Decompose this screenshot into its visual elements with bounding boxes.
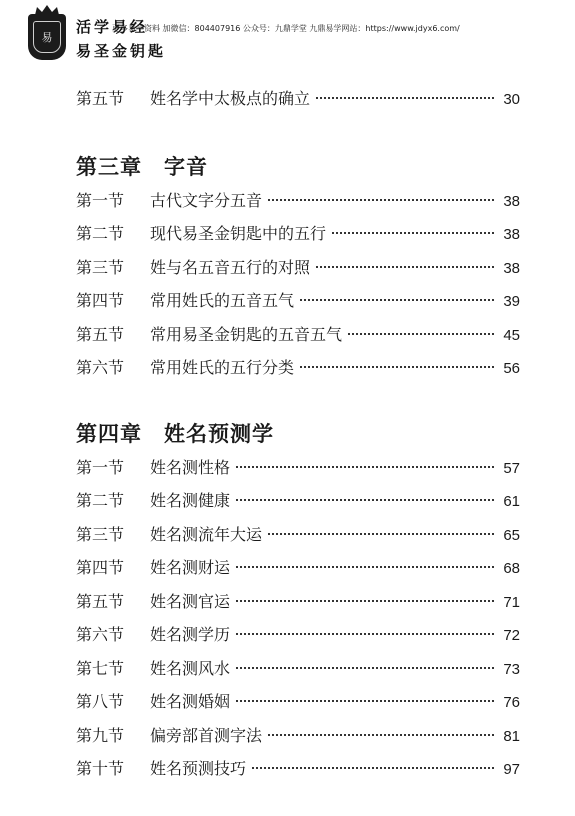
section-number: 第二节 xyxy=(76,491,125,510)
page-number: 76 xyxy=(503,694,520,711)
table-of-contents xyxy=(76,82,520,786)
dot-leader xyxy=(300,299,494,301)
dot-leader xyxy=(300,366,494,368)
section-title: 姓名测财运 xyxy=(150,558,231,577)
page-number: 68 xyxy=(503,560,520,577)
section-number: 第七节 xyxy=(76,658,125,678)
page-header xyxy=(0,0,575,70)
section-title: 姓名测风水 xyxy=(150,658,231,678)
dot-leader xyxy=(236,667,494,669)
watermark-text: 更多易学资料 加微信：804407916 公众号：九鼎学堂 九鼎易学网站：https://www.jdyx6.com/ xyxy=(112,24,460,33)
toc-entry[interactable] xyxy=(76,551,520,585)
chapter-heading[interactable]: 第三章 字音 xyxy=(76,153,208,179)
dot-leader xyxy=(236,466,494,468)
section-title: 偏旁部首测字法 xyxy=(150,725,263,745)
section-number: 第三节 xyxy=(76,524,125,544)
section-number: 第五节 xyxy=(76,324,125,344)
dot-leader xyxy=(348,333,494,335)
seal-text: 易 xyxy=(33,21,61,53)
section-number: 第一节 xyxy=(76,190,125,210)
toc-entry[interactable] xyxy=(76,652,520,686)
section-number: 第八节 xyxy=(76,692,125,711)
section-number: 第二节 xyxy=(76,224,125,243)
dot-leader xyxy=(236,566,494,568)
section-title: 姓与名五音五行的对照 xyxy=(150,257,311,277)
section-title: 姓名测流年大运 xyxy=(150,524,263,544)
brand-title: 活学易经 xyxy=(76,18,149,36)
logo-seal xyxy=(28,14,66,60)
section-title: 常用易圣金钥匙的五音五气 xyxy=(150,324,343,344)
toc-entry[interactable] xyxy=(76,251,520,285)
section-title: 姓名测婚姻 xyxy=(150,692,231,711)
dot-leader xyxy=(236,600,494,602)
section-title: 姓名学中太极点的确立 xyxy=(150,89,311,108)
page-number: 39 xyxy=(503,293,520,310)
section-number: 第九节 xyxy=(76,725,125,745)
page-number: 56 xyxy=(503,360,520,377)
toc-entry[interactable] xyxy=(76,82,520,116)
page-number: 73 xyxy=(503,660,520,678)
page-number: 65 xyxy=(503,526,520,544)
page-number: 30 xyxy=(503,91,520,108)
section-title: 姓名预测技巧 xyxy=(150,759,247,778)
toc-entry[interactable] xyxy=(76,318,520,352)
toc-entry[interactable] xyxy=(76,585,520,619)
toc-entry[interactable] xyxy=(76,484,520,518)
section-number: 第四节 xyxy=(76,558,125,577)
toc-entry[interactable] xyxy=(76,518,520,552)
toc-entry[interactable] xyxy=(76,752,520,786)
page-number: 97 xyxy=(503,761,520,778)
dot-leader xyxy=(236,633,494,635)
toc-entry[interactable] xyxy=(76,217,520,251)
toc-entry[interactable] xyxy=(76,351,520,385)
page-number: 38 xyxy=(503,226,520,243)
section-title: 古代文字分五音 xyxy=(150,190,263,210)
section-title: 现代易圣金钥匙中的五行 xyxy=(150,224,327,243)
page-number: 38 xyxy=(503,259,520,277)
brand-subtitle: 易圣金钥匙 xyxy=(76,42,167,60)
dot-leader xyxy=(268,734,494,736)
toc-entry[interactable] xyxy=(76,284,520,318)
dot-leader xyxy=(236,700,494,702)
section-title: 姓名测性格 xyxy=(150,457,231,477)
section-title: 姓名测学历 xyxy=(150,625,231,644)
dot-leader xyxy=(316,266,494,268)
section-title: 常用姓氏的五音五气 xyxy=(150,291,295,310)
toc-entry[interactable] xyxy=(76,451,520,485)
section-number: 第四节 xyxy=(76,291,125,310)
page-number: 45 xyxy=(503,326,520,344)
page-number: 61 xyxy=(503,493,520,510)
toc-entry[interactable] xyxy=(76,184,520,218)
dot-leader xyxy=(236,499,494,501)
page-number: 72 xyxy=(503,627,520,644)
section-title: 姓名测健康 xyxy=(150,491,231,510)
dot-leader xyxy=(268,533,494,535)
section-number: 第五节 xyxy=(76,89,125,108)
toc-entry[interactable] xyxy=(76,685,520,719)
section-number: 第六节 xyxy=(76,625,125,644)
section-number: 第五节 xyxy=(76,591,125,611)
page-number: 38 xyxy=(503,192,520,210)
section-title: 姓名测官运 xyxy=(150,591,231,611)
dot-leader xyxy=(252,767,494,769)
chapter-heading[interactable]: 第四章 姓名预测学 xyxy=(76,420,274,446)
page-number: 71 xyxy=(503,593,520,611)
dot-leader xyxy=(316,97,494,99)
dot-leader xyxy=(332,232,494,234)
section-number: 第六节 xyxy=(76,358,125,377)
toc-entry[interactable] xyxy=(76,618,520,652)
section-number: 第三节 xyxy=(76,257,125,277)
section-number: 第一节 xyxy=(76,457,125,477)
page-number: 57 xyxy=(503,459,520,477)
page-number: 81 xyxy=(503,727,520,745)
section-title: 常用姓氏的五行分类 xyxy=(150,358,295,377)
dot-leader xyxy=(268,199,494,201)
section-number: 第十节 xyxy=(76,759,125,778)
toc-entry[interactable] xyxy=(76,719,520,753)
